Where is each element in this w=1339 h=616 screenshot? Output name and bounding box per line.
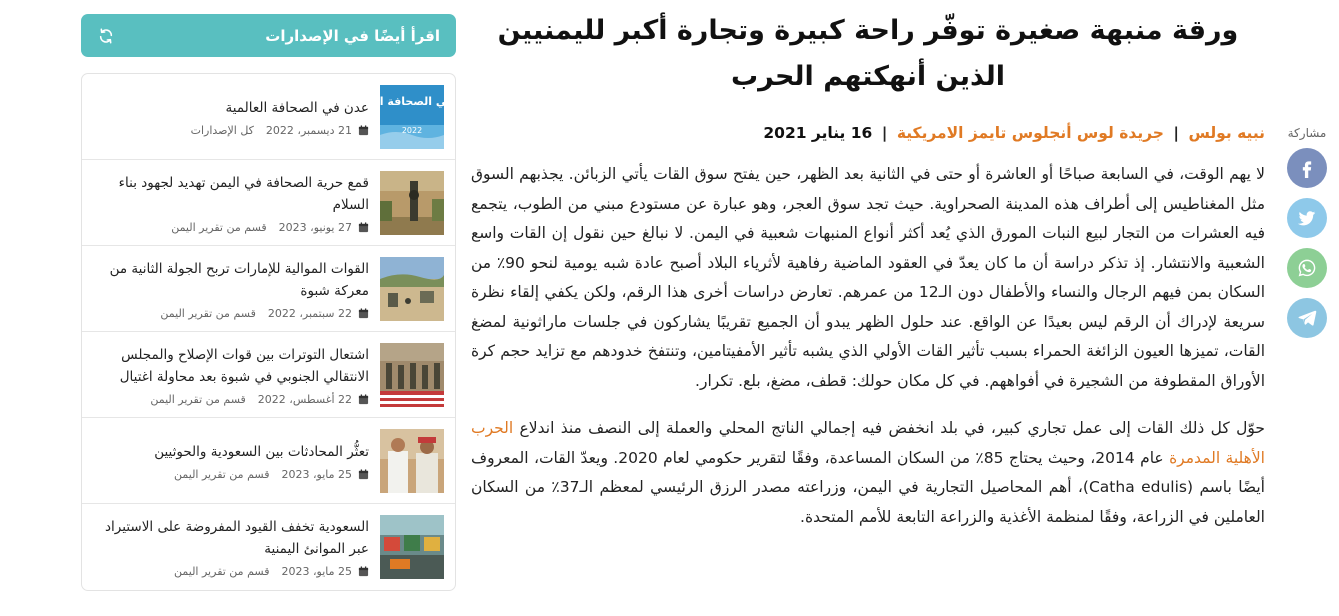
list-item-text [94, 516, 380, 578]
facebook-icon [1297, 158, 1317, 178]
article-title: ورقة منبهة صغيرة توفّر راحة كبيرة وتجارة أكبر لليمنيين الذين أنهكتهم الحرب [497, 15, 1239, 92]
source-link[interactable]: جريدة لوس أنجلوس تايمز الامريكية [896, 124, 1164, 142]
thumbnail-image [380, 257, 444, 321]
share-twitter-button[interactable] [1287, 198, 1327, 238]
twitter-icon [1297, 208, 1317, 228]
refresh-icon [98, 28, 114, 44]
thumbnail-image [380, 171, 444, 235]
list-item-category[interactable]: قسم من تقرير اليمن [174, 467, 270, 481]
list-item-category[interactable]: قسم من تقرير اليمن [160, 306, 256, 320]
calendar-icon [358, 469, 369, 480]
list-item-category[interactable]: قسم من تقرير اليمن [174, 565, 270, 578]
list-item-date: 25 مايو، 2023 [281, 467, 352, 481]
share-telegram-button[interactable] [1287, 298, 1327, 338]
list-item-meta [94, 393, 369, 406]
calendar-icon [358, 566, 369, 577]
related-sidebar [81, 14, 482, 591]
thumbnail [380, 515, 444, 579]
list-item-text [94, 344, 380, 406]
author-link[interactable]: نبيه بولس [1188, 124, 1265, 142]
list-item-text [94, 97, 380, 137]
share-bar [1285, 126, 1329, 348]
share-facebook-button[interactable] [1287, 148, 1327, 188]
list-item[interactable] [82, 504, 455, 590]
calendar-icon [358, 222, 369, 233]
list-item[interactable] [82, 246, 455, 332]
list-item-category[interactable]: كل الإصدارات [190, 123, 254, 137]
thumb-year: 2022 [401, 125, 423, 135]
list-item[interactable] [82, 74, 482, 160]
list-item-title[interactable]: القوات الموالية للإمارات تربح الجولة الثانية من معركة شبوة [109, 260, 369, 299]
whatsapp-icon [1297, 258, 1317, 278]
thumbnail [342, 85, 482, 149]
list-item-meta [94, 307, 369, 320]
list-item-meta [94, 124, 369, 137]
refresh-button[interactable] [93, 23, 119, 49]
thumbnail-image [380, 429, 444, 493]
thumb-caption: عدن في الصحافة العالمية [342, 94, 482, 108]
list-item-title[interactable]: عدن في الصحافة العالمية [225, 99, 369, 116]
thumbnail [380, 343, 444, 407]
calendar-icon [358, 125, 369, 136]
list-item[interactable] [82, 418, 455, 504]
list-item-date: 22 سبتمبر، 2022 [267, 306, 352, 320]
thumbnail [380, 429, 444, 493]
share-label: مشاركة [1287, 126, 1327, 140]
list-item-date: 25 مايو، 2023 [281, 565, 352, 578]
list-item[interactable] [82, 332, 455, 418]
byline-separator: | [881, 124, 888, 142]
list-item-date: 22 أغسطس، 2022 [257, 392, 352, 406]
byline-separator: | [1173, 124, 1180, 142]
list-item-meta [94, 565, 369, 578]
calendar-icon [358, 308, 369, 319]
thumbnail-image [380, 515, 444, 579]
list-item-category[interactable]: قسم من تقرير اليمن [171, 220, 267, 234]
list-item-meta [94, 221, 369, 234]
list-item-title[interactable]: السعودية تخفف القيود المفروضة على الاستيراد عبر الموانئ اليمنية [105, 519, 369, 557]
list-item-text [94, 441, 380, 481]
article-date: 16 يناير 2021 [763, 124, 873, 142]
list-item-text [94, 258, 380, 320]
article-paragraph [471, 414, 1265, 532]
thumbnail [380, 257, 444, 321]
list-item-date: 21 ديسمبر، 2022 [265, 123, 352, 137]
list-item-title[interactable]: تعثُّر المحادثات بين السعودية والحوثيين [154, 443, 369, 460]
telegram-icon [1297, 308, 1317, 328]
paragraph-text: عام 2014، وحيث يحتاج 85٪ من السكان المساعدة، وفقًا لتقرير حكومي لعام 2020. ويعدّ القات، المعروف أيضًا باسم (Catha edulis)، أهم المحاصيل التجارية في اليمن، وزراعته مصدر الرزق الرئيسي لمعظم الـ37٪ من السكان العاملين في الزراعة، وفقًا لمنظمة الأغذية والزراعة التابعة للأمم المتحدة. [471, 448, 1265, 526]
list-item-date: 27 يونيو، 2023 [278, 220, 352, 234]
list-item-category[interactable]: قسم من تقرير اليمن [150, 392, 246, 406]
related-list [81, 73, 482, 591]
thumbnail-image [342, 85, 482, 149]
article-paragraph: لا يهم الوقت، في السابعة صباحًا أو العاشرة أو حتى في الثانية بعد الظهر، حين يفتح سوق القات يأتي الزبائن. يجذبهم السوق مثل المغناطيس إلى أطراف هذه المدينة الصحراوية. حيث تجد سوق العجر، وهو عبارة عن مستودع مبني من الطوب، يتجمع فيه العشرات من التجار لبيع النبات المورق الذي يُعد أكثر أنواع المنبهات شعبية في اليمن. لا نبالغ حين نقول إن القات واسع الشعبية والانتشار. إذ تذكر دراسة أن ما كان يعدّ في العقود الماضية رفاهية لأثرياء البلاد أصبح عادة شبه يومية لنحو 90٪ من السكان بمن فيهم الرجال والنساء والأطفال دون الـ12 من عمرهم. تعارض دراسات أخرى هذا الرقم، ولكن يكفي إلقاء نظرة سريعة لإدراك أن الرقم ليس بعيدًا عن الواقع. عند حلول الظهر يبدو أن الجميع تقريبًا يشاركون في جلسات ماراثونية لمضغ القات، تميزها العيون الزائغة الحمراء بسبب تأثير القات الأولي الذي يشبه تأثير الأمفيتامين، وتنتفخ خدودهم مع تزايد حجم كرة الأوراق المقطوفة من الشجيرة في أفواههم. في كل مكان حولك: قطف، مضغ، بلع. تكرار. [471, 165, 1265, 390]
article [471, 8, 1265, 532]
list-item-title[interactable]: قمع حرية الصحافة في اليمن تهديد لجهود بناء السلام [118, 174, 369, 213]
list-item-title[interactable]: اشتعال التوترات بين قوات الإصلاح والمجلس الانتقالي الجنوبي في شبوة بعد محاولة اغتيال [119, 346, 369, 385]
paragraph-text: حوّل كل ذلك القات إلى عمل تجاري كبير، في بلد انخفض فيه إجمالي الناتج المحلي والعملة إلى النصف منذ اندلاع [513, 419, 1265, 437]
sidebar-header-title: اقرأ أيضًا في الإصدارات [265, 26, 440, 45]
list-item[interactable] [82, 160, 455, 246]
thumbnail-image [380, 343, 444, 407]
thumbnail [380, 171, 444, 235]
sidebar-header [81, 14, 456, 57]
list-item-meta [94, 468, 369, 481]
article-byline [471, 120, 1265, 146]
share-whatsapp-button[interactable] [1287, 248, 1327, 288]
list-item-text [94, 172, 380, 234]
civil-war-link[interactable]: الحرب الأهلية المدمرة [471, 419, 1265, 467]
calendar-icon [358, 394, 369, 405]
